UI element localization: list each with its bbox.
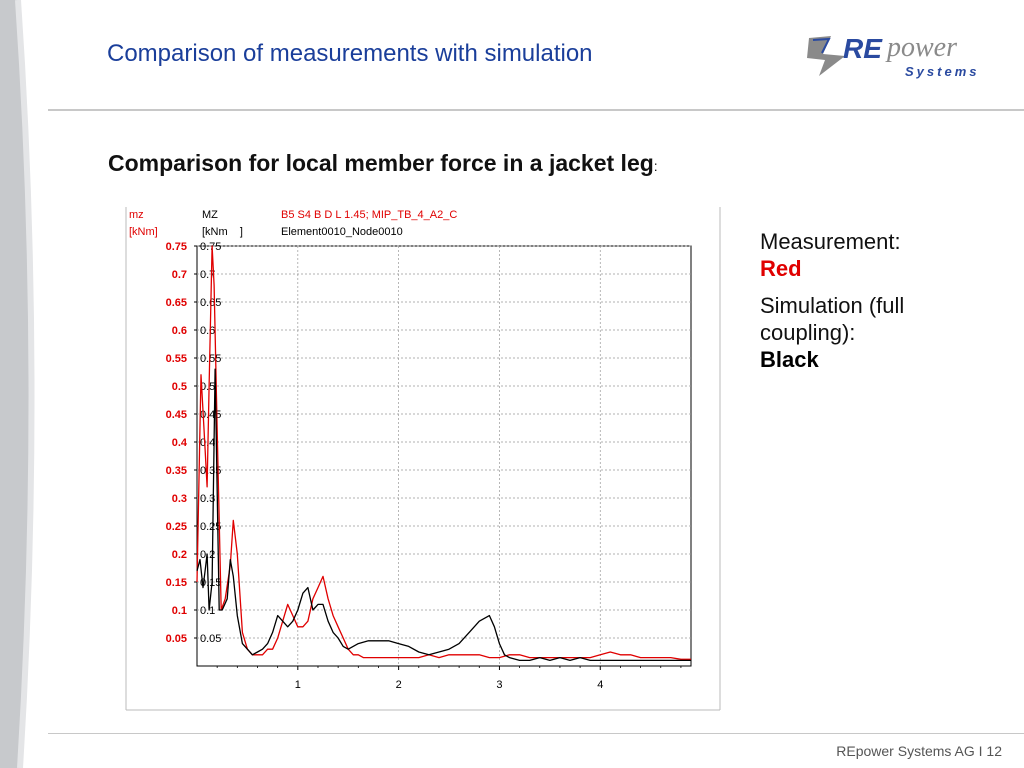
legend-measurement-label: Measurement: bbox=[760, 229, 901, 254]
logo-brand-re: RE bbox=[843, 33, 882, 64]
y-tick-label-right: 0.25 bbox=[200, 521, 222, 533]
legend-simulation-label-line2: coupling): bbox=[760, 320, 856, 345]
x-tick-label: 4 bbox=[597, 679, 604, 691]
chart-legend-note bbox=[760, 228, 960, 383]
header-left-name: mz bbox=[129, 209, 144, 221]
header-mid-name: MZ bbox=[202, 209, 218, 221]
y-tick-label-right: 0.2 bbox=[200, 549, 216, 561]
y-tick-label-right: 0.7 bbox=[200, 269, 216, 281]
y-tick-label-right: 0.45 bbox=[200, 409, 222, 421]
y-tick-label-right: 0.5 bbox=[200, 381, 216, 393]
y-tick-label-left: 0.35 bbox=[165, 465, 187, 477]
legend-measurement bbox=[760, 228, 960, 282]
slide-title: Comparison of measurements with simulation bbox=[107, 40, 593, 67]
y-tick-label-left: 0.7 bbox=[171, 269, 187, 281]
header-mid-unit: [kNm ] bbox=[202, 226, 243, 238]
y-tick-label-left: 0.15 bbox=[165, 577, 187, 589]
y-tick-label-right: 0.75 bbox=[200, 241, 222, 253]
footer-divider bbox=[48, 733, 1024, 734]
subtitle-colon: : bbox=[653, 158, 658, 174]
x-tick-label: 1 bbox=[294, 679, 301, 691]
x-tick-label: 3 bbox=[496, 679, 503, 691]
legend-simulation-label-line1: Simulation (full bbox=[760, 293, 905, 318]
y-tick-label-left: 0.1 bbox=[171, 605, 187, 617]
y-tick-label-right: 0.35 bbox=[200, 465, 222, 477]
y-tick-label-left: 0.65 bbox=[165, 297, 187, 309]
y-tick-label-left: 0.05 bbox=[165, 633, 187, 645]
x-tick-label: 2 bbox=[395, 679, 402, 691]
y-tick-label-right: 0.15 bbox=[200, 577, 222, 589]
y-tick-label-right: 0.05 bbox=[200, 633, 222, 645]
legend-measurement-color: Red bbox=[760, 256, 802, 281]
y-tick-label-left: 0.4 bbox=[171, 437, 187, 449]
legend-simulation-color: Black bbox=[760, 347, 819, 372]
y-tick-label-left: 0.75 bbox=[165, 241, 187, 253]
slide-footer: REpower Systems AG I 12 bbox=[836, 743, 1002, 759]
plot-area-border bbox=[197, 246, 691, 666]
y-tick-label-left: 0.25 bbox=[165, 521, 187, 533]
header-left-unit: [kNm] bbox=[129, 226, 158, 238]
y-tick-label-right: 0.4 bbox=[200, 437, 216, 449]
header-right-unit: Element0010_Node0010 bbox=[281, 226, 403, 238]
y-tick-label-left: 0.5 bbox=[171, 381, 187, 393]
y-tick-label-right: 0.65 bbox=[200, 297, 222, 309]
legend-simulation bbox=[760, 292, 960, 373]
header-right-name: B5 S4 B D L 1.45; MIP_TB_4_A2_C bbox=[281, 209, 458, 221]
y-tick-label-left: 0.55 bbox=[165, 353, 187, 365]
y-tick-label-right: 0.55 bbox=[200, 353, 222, 365]
y-tick-label-left: 0.3 bbox=[171, 493, 187, 505]
logo-brand-power: power bbox=[887, 32, 957, 63]
logo-brand-systems: Systems bbox=[905, 64, 980, 79]
y-tick-label-right: 0.6 bbox=[200, 325, 216, 337]
y-tick-label-left: 0.6 bbox=[171, 325, 187, 337]
simulation-series-line bbox=[197, 369, 691, 660]
y-tick-label-left: 0.45 bbox=[165, 409, 187, 421]
y-tick-label-right: 0.1 bbox=[200, 605, 216, 617]
y-tick-label-right: 0.3 bbox=[200, 493, 216, 505]
subtitle-text: Comparison for local member force in a jacket leg bbox=[108, 150, 654, 176]
y-tick-label-left: 0.2 bbox=[171, 549, 187, 561]
measurement-series-line bbox=[197, 246, 691, 659]
